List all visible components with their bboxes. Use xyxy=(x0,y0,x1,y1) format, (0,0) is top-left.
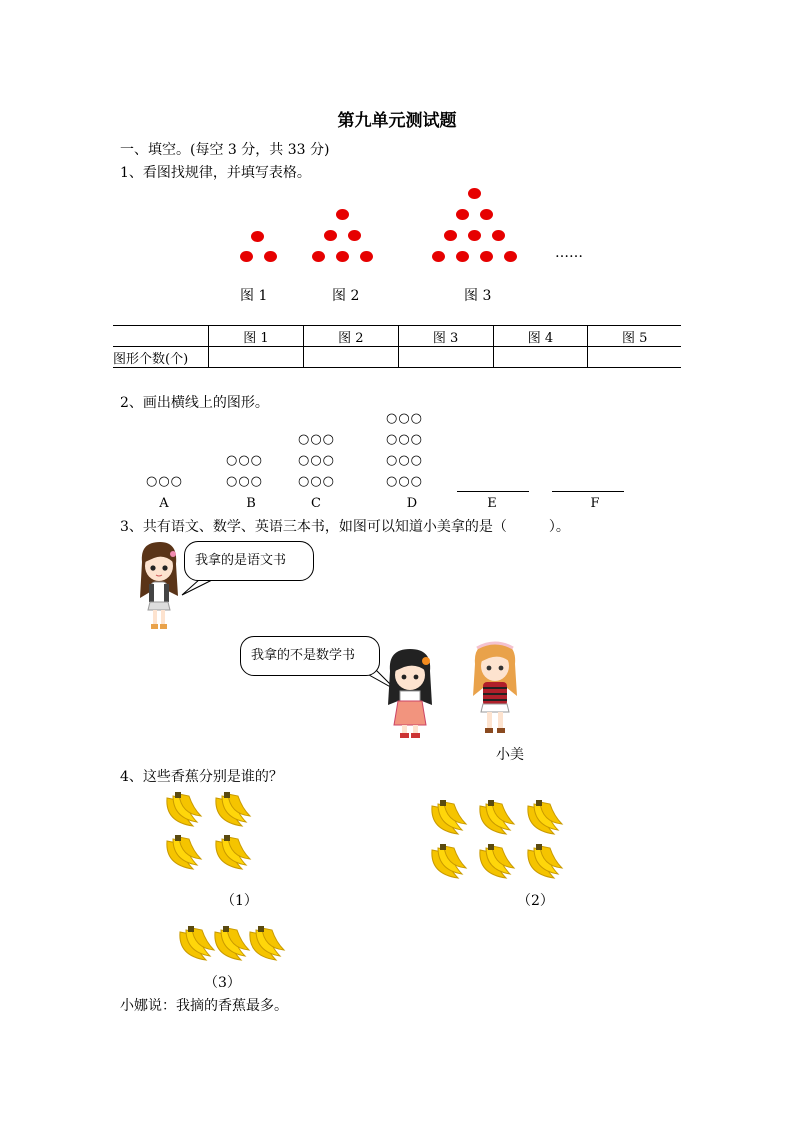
table-cell xyxy=(113,326,209,347)
xiaomei-illustration xyxy=(469,640,521,738)
figure-caption: 图 2 xyxy=(332,288,360,304)
dot xyxy=(324,230,337,241)
label-f: F xyxy=(590,496,600,511)
circle-row: ○○○ xyxy=(226,474,264,489)
ellipsis: …… xyxy=(555,245,583,261)
speech-bubble-1: 我拿的是语文书 xyxy=(184,541,314,581)
circle-row: ○○○ xyxy=(386,474,424,489)
label-e: E xyxy=(487,496,497,511)
dot xyxy=(456,209,469,220)
banana-group-label: （2） xyxy=(517,893,554,909)
answer-cell[interactable] xyxy=(209,347,304,368)
question-2: 2、画出横线上的图形。 xyxy=(120,395,269,411)
dot xyxy=(360,251,373,262)
dot xyxy=(432,251,445,262)
xiaomei-label: 小美 xyxy=(496,747,524,763)
dot xyxy=(444,230,457,241)
banana-icon xyxy=(212,792,252,830)
banana-icon xyxy=(163,792,203,830)
table-header: 图 5 xyxy=(588,326,681,347)
dot xyxy=(312,251,325,262)
table-header: 图 4 xyxy=(493,326,588,347)
banana-icon xyxy=(428,844,468,882)
answer-cell[interactable] xyxy=(493,347,588,368)
answer-blank-f[interactable] xyxy=(552,490,624,492)
banana-icon xyxy=(524,800,564,838)
banana-icon xyxy=(476,844,516,882)
circle-row: ○○○ xyxy=(386,411,424,426)
figure-caption: 图 3 xyxy=(464,288,492,304)
answer-cell[interactable] xyxy=(398,347,493,368)
circle-row: ○○○ xyxy=(146,474,184,489)
dot xyxy=(456,251,469,262)
answer-table xyxy=(113,325,681,368)
dot xyxy=(348,230,361,241)
page-title: 第九单元测试题 xyxy=(337,111,457,131)
table-header: 图 1 xyxy=(209,326,304,347)
banana-icon xyxy=(212,835,252,873)
figure-caption: 图 1 xyxy=(240,288,268,304)
row-label: 图形个数(个) xyxy=(113,347,209,368)
table-header-row xyxy=(113,326,681,347)
circle-row: ○○○ xyxy=(298,474,336,489)
circle-row: ○○○ xyxy=(298,432,336,447)
banana-icon xyxy=(524,844,564,882)
answer-cell[interactable] xyxy=(588,347,681,368)
dot xyxy=(480,251,493,262)
table-row xyxy=(113,347,681,368)
dot xyxy=(336,251,349,262)
label-a: A xyxy=(159,496,169,511)
banana-icon xyxy=(476,800,516,838)
circle-row: ○○○ xyxy=(226,453,264,468)
circle-row: ○○○ xyxy=(298,453,336,468)
question-4: 4、这些香蕉分别是谁的？ xyxy=(120,769,283,785)
speech-bubble-2: 我拿的不是数学书 xyxy=(240,636,380,676)
dot xyxy=(468,230,481,241)
banana-group-label: （3） xyxy=(204,975,241,991)
dot xyxy=(264,251,277,262)
answer-cell[interactable] xyxy=(303,347,398,368)
table-header: 图 2 xyxy=(303,326,398,347)
label-d: D xyxy=(406,496,418,511)
table-header: 图 3 xyxy=(398,326,493,347)
question-3: 3、共有语文、数学、英语三本书，如图可以知道小美拿的是（ ）。 xyxy=(120,519,570,535)
dot xyxy=(492,230,505,241)
banana-icon xyxy=(176,926,216,964)
banana-group-label: （1） xyxy=(221,893,258,909)
girl-2-illustration xyxy=(382,645,438,739)
banana-icon xyxy=(428,800,468,838)
dot xyxy=(468,188,481,199)
circle-row: ○○○ xyxy=(386,432,424,447)
question-1: 1、看图找规律，并填写表格。 xyxy=(120,165,311,181)
dot xyxy=(504,251,517,262)
dot xyxy=(480,209,493,220)
circle-row: ○○○ xyxy=(386,453,424,468)
dot xyxy=(240,251,253,262)
banana-icon xyxy=(246,926,286,964)
girl-1-illustration xyxy=(136,540,182,632)
section-heading: 一、填空。(每空 3 分，共 33 分) xyxy=(120,142,330,158)
answer-blank-e[interactable] xyxy=(457,490,529,492)
label-c: C xyxy=(311,496,321,511)
banana-icon xyxy=(211,926,251,964)
question-4-statement: 小娜说：我摘的香蕉最多。 xyxy=(120,998,288,1014)
banana-icon xyxy=(163,835,203,873)
dot xyxy=(251,231,264,242)
dot xyxy=(336,209,349,220)
label-b: B xyxy=(246,496,256,511)
